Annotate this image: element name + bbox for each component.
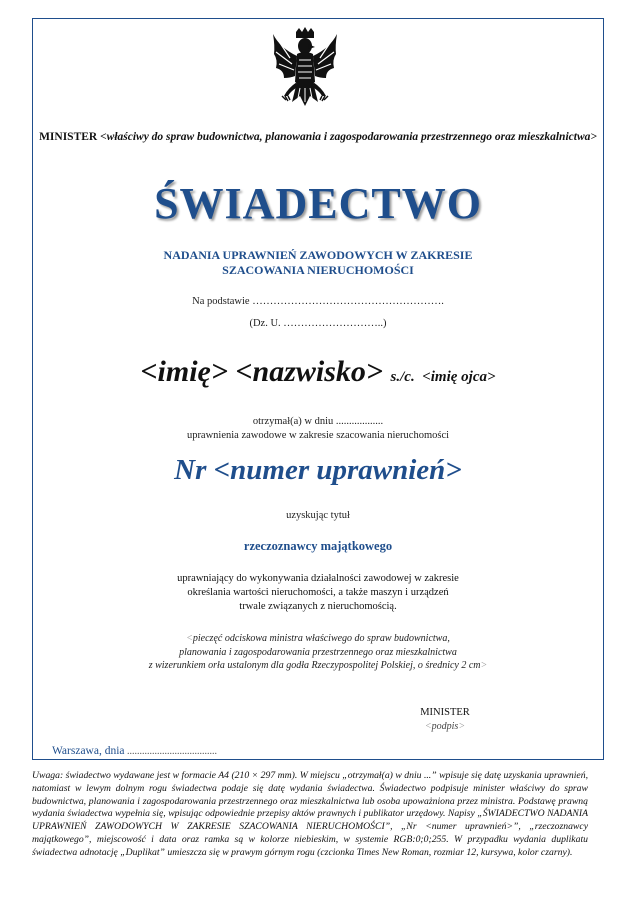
authorization-line-3: trwale związanych z nieruchomością. <box>239 601 397 612</box>
authorization-paragraph <box>32 572 604 614</box>
holder-name-row <box>32 355 604 389</box>
holder-name: <imię> <nazwisko> <box>140 355 384 388</box>
parent-name: <imię ojca> <box>422 369 496 385</box>
place-date-label: Warszawa, dnia <box>52 745 125 757</box>
acquiring-title-line: uzyskując tytuł <box>286 510 350 521</box>
subtitle-line-1: NADANIA UPRAWNIEŃ ZAWODOWYCH W ZAKRESIE <box>163 248 473 262</box>
issuer-heading <box>32 130 604 145</box>
seal-line-2: planowania i zagospodarowania przestrzennego oraz mieszkalnictwa <box>179 646 457 658</box>
seal-open-bracket: < <box>186 633 193 644</box>
issuer-role: <właściwy do spraw budownictwa, planowania i zagospodarowania przestrzennego oraz mieszkalnictwa> <box>100 131 597 143</box>
legal-basis-line: Na podstawie ………………………………………………. <box>192 296 444 307</box>
authorization-line-1: uprawniający do wykonywania działalności zawodowej w zakresie <box>177 573 459 584</box>
podpis-text: podpis <box>431 721 459 732</box>
place-date-dots: .................................... <box>124 746 218 757</box>
place-and-date <box>52 745 217 757</box>
authorization-line-2: określania wartości nieruchomości, a także maszyn i urządzeń <box>187 587 449 598</box>
seal-line-1: pieczęć odciskowa ministra właściwego do spraw budownictwa, <box>192 633 450 644</box>
rights-scope-line: uprawnienia zawodowe w zakresie szacowania nieruchomości <box>186 430 450 441</box>
seal-placeholder <box>32 632 604 673</box>
profession-title: rzeczoznawcy majątkowego <box>243 539 393 553</box>
signature-minister-label: MINISTER <box>420 707 470 718</box>
certificate-title: ŚWIADECTWO <box>154 179 482 228</box>
journal-reference-line: (Dz. U. ………………………..) <box>249 318 387 329</box>
polish-eagle-emblem-icon <box>270 26 340 114</box>
footnote-remark: Uwaga: świadectwo wydawane jest w formacie A4 (210 × 297 mm). W miejscu „otrzymał(a) w dniu ...” wpisuje się datę uzyskania uprawnień, natomiast w lewym dolnym rogu świadectwa podaje się datę wydania świadectwa. Świadectwo podpisuje minister właściwy do spraw budownictwa, planowania i zagospodarowania przestrzennego oraz mieszkalnictwa lub osoba upoważniona przez ministra. Podstawę prawną wydania świadectwa wypełnia się, wpisując odpowiednie przepisy aktów prawnych i publikator urzędowy. Napisy „ŚWIADECTWO NADANIA UPRAWNIEŃ ZAWODOWYCH W ZAKRESIE SZACOWANIA NIERUCHOMOŚCI”, „Nr <numer uprawnień>”, „rzeczoznawcy majątkowego”, miejscowość i data oraz ramka są w kolorze niebieskim, w systemie RGB:0;0;255. W przypadku wydania duplikatu świadectwa adnotację „Duplikat” umieszcza się w prawym górnym rogu (czcionka Times New Roman, rozmiar 12, kursywa, kolor czarny). <box>32 770 588 858</box>
parent-prefix: s./c. <box>390 369 415 385</box>
issuer-label: MINISTER <box>39 131 98 143</box>
seal-close-bracket: > <box>480 660 488 671</box>
certificate-subtitle <box>32 248 604 278</box>
received-date-line: otrzymał(a) w dniu .................. <box>252 416 384 427</box>
signature-placeholder <box>410 721 480 732</box>
seal-line-3: z wizerunkiem orła ustalonym dla godła Rzeczypospolitej Polskiej, o średnicy 2 cm <box>148 660 481 671</box>
subtitle-line-2: SZACOWANIA NIERUCHOMOŚCI <box>222 263 414 277</box>
license-number: Nr <numer uprawnień> <box>174 454 462 486</box>
podpis-open: < <box>424 721 432 732</box>
podpis-close: > <box>458 721 466 732</box>
